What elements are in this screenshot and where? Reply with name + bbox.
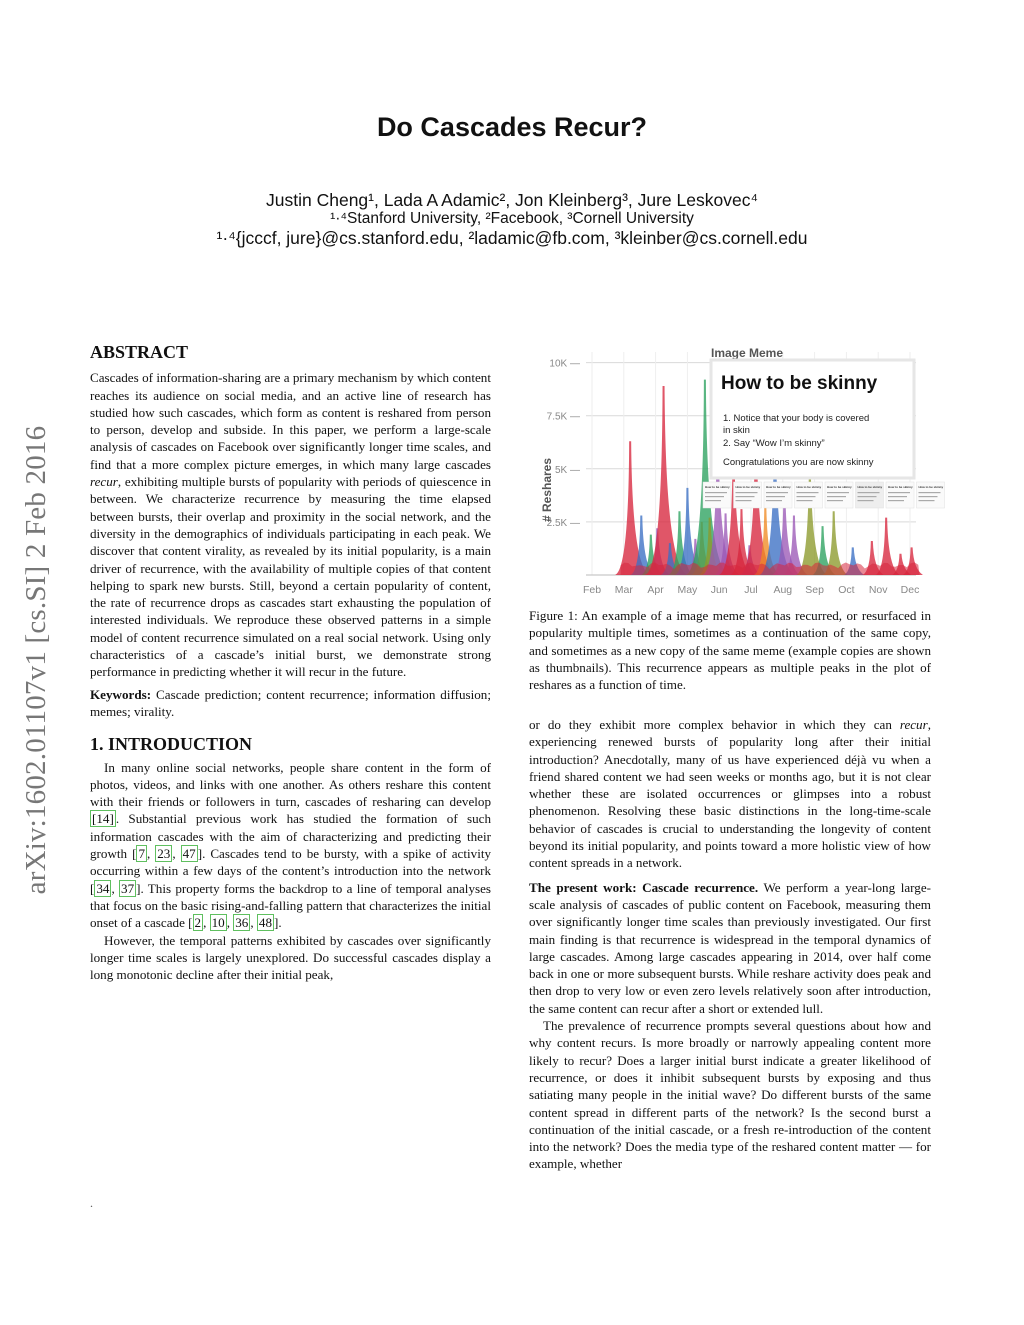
meme-thumbnail bbox=[886, 482, 914, 508]
citation-link[interactable]: 23 bbox=[157, 846, 171, 862]
meme-thumbnail-line bbox=[919, 492, 941, 493]
citation-link[interactable]: [14] bbox=[92, 811, 114, 827]
figure-1 bbox=[529, 342, 944, 602]
x-tick-label: Oct bbox=[838, 584, 855, 596]
meme-thumbnail-title: How to be skinny bbox=[827, 485, 852, 489]
meme-thumbnail bbox=[795, 482, 823, 508]
meme-line-1: 1. Notice that your body is covered bbox=[723, 413, 870, 424]
meme-thumbnail-line bbox=[797, 492, 819, 493]
meme-thumbnail-line bbox=[919, 500, 935, 501]
citation-link[interactable]: 37 bbox=[121, 880, 135, 896]
abstract-heading: ABSTRACT bbox=[90, 342, 189, 362]
x-tick-label: Mar bbox=[614, 584, 633, 596]
meme-thumbnail-line bbox=[888, 492, 910, 493]
meme-line-2: in skin bbox=[723, 425, 750, 436]
x-tick-label: Sep bbox=[805, 584, 824, 596]
chart-title: Image Meme bbox=[710, 346, 784, 360]
meme-thumbnail-line bbox=[705, 496, 724, 497]
footer-mark: . bbox=[90, 1196, 93, 1210]
reshares-chart bbox=[529, 342, 944, 602]
right-paragraph-1: or do they exhibit more complex behavior in which they can recur, experiencing renewed bursts of popularity long after their initial introduction? Anecdotally, many of us have experienced déjà vu when a friend shared content we had seen weeks or months ago, but it is not clear whether these are isolated occurrences or glimpses into a robust phenomenon. Resolving these basic distinctions in the long-time-scale behavior of cascades is crucial to understanding the longevity of content beyond its initial popularity, and points toward a more holistic view of how content spreads in a network. bbox=[529, 717, 931, 871]
meme-thumbnail-title: How to be skinny bbox=[918, 485, 944, 489]
meme-thumbnail-line bbox=[858, 492, 880, 493]
right-paragraph-3: The prevalence of recurrence prompts several questions about how and why content recurs. Is more broadly or narrowly appealing content more likely to recur? Does a larger initial burst indicate a greater likelihood of recurrence, or does it inhibit subsequent bursts by exposing and thus satiating many people in the initial wave? Do different bursts of the same content spread in different parts of the network? Is the second burst a continuation of the initial cascade, or a fresh re-introduction of the content into the network? Does the media type of the reshared content matter — for example, whether bbox=[529, 1018, 931, 1172]
meme-thumbnail-line bbox=[766, 496, 785, 497]
author-block bbox=[0, 190, 1024, 249]
meme-thumbnail-line bbox=[919, 496, 938, 497]
meme-thumbnail bbox=[856, 482, 884, 508]
y-tick-label: 2.5K — bbox=[546, 517, 580, 529]
intro-paragraph-2: However, the temporal patterns exhibited by cascades over significantly longer time scales is largely unexplored. Do successful cascades display a long monotonic decline after their initial peak, bbox=[90, 932, 491, 983]
y-tick-label: 10K — bbox=[549, 358, 580, 370]
meme-thumbnail bbox=[825, 482, 853, 508]
x-axis-ticks bbox=[583, 584, 919, 596]
x-tick-label: Feb bbox=[582, 584, 602, 596]
intro-paragraph-1: In many online social networks, people share content in the form of photos, videos, and links with one another. As others reshare this content with their friends or followers in turn, cascades of resharing can develop [14] . Substantial previous work has studied the formation of such information cascades with the aim of characterizing and predicting their growth [ 7 , 23 , 47 ]. Cascades tend to be bursty, with a spike of activity occurring within a few days of the content’s introduction into the network [ 34 , 37 ]. This property forms the backdrop to a line of temporal analyses that focus on the basic rising-and-falling pattern that characterizes the initial onset of a cascade [ 2 , 10 , 36 , 48 ]. bbox=[90, 759, 492, 931]
meme-thumbnail-line bbox=[705, 492, 727, 493]
meme-thumbnails bbox=[703, 482, 945, 508]
meme-title: How to be skinny bbox=[721, 373, 878, 394]
meme-thumbnail-title: How to be skinny bbox=[796, 485, 822, 489]
meme-thumbnail-line bbox=[797, 500, 813, 501]
arxiv-identifier: arXiv:1602.01107v1 [cs.SI] 2 Feb 2016 bbox=[20, 425, 52, 895]
meme-thumbnail-line bbox=[766, 500, 782, 501]
keywords: Keywords: Cascade prediction; content recurrence; information diffusion; memes; virality. bbox=[90, 686, 491, 719]
x-tick-label: Jul bbox=[744, 584, 758, 596]
x-tick-label: Dec bbox=[900, 584, 920, 596]
y-tick-label: 7.5K — bbox=[546, 411, 580, 423]
x-tick-label: Aug bbox=[773, 584, 793, 596]
meme-thumbnail-line bbox=[858, 500, 874, 501]
y-axis-label: # Reshares bbox=[540, 457, 554, 523]
meme-thumbnail-line bbox=[827, 500, 843, 501]
meme-thumbnail-line bbox=[888, 500, 904, 501]
citation-link[interactable]: 34 bbox=[96, 880, 110, 896]
right-paragraph-2: The present work: Cascade recurrence. We perform a year-long large-scale analysis of cascades of public content on Facebook, measuring them over significantly longer time scales than previously investigated. Our first main finding is that recurrence is widespread in the temporal dynamics of large cascades. Among large cascades appearing in 2014, over half come back in one or more subsequent bursts. While reshare activity does peak and then drop to very low or even zero levels relatively soon after introduction, the same content can recur after a short or extended lull. bbox=[529, 879, 931, 1016]
meme-thumbnail-line bbox=[736, 496, 755, 497]
meme-line-3: 2. Say “Wow I’m skinny” bbox=[723, 438, 825, 449]
meme-thumbnail-line bbox=[736, 500, 752, 501]
meme-thumbnail-line bbox=[827, 496, 846, 497]
author-names: Justin Cheng¹, Lada A Adamic², Jon Kleinberg³, Jure Leskovec⁴ bbox=[266, 190, 758, 210]
meme-thumbnail bbox=[917, 482, 945, 508]
left-column bbox=[90, 344, 491, 983]
meme-line-4: Congratulations you are now skinny bbox=[723, 457, 874, 468]
figure-caption: Figure 1: An example of a image meme that has recurred, or resurfaced in popularity multiple times, sometimes as a continuation of the same copy, and sometimes as a new copy of the same meme (example copies are shown as thumbnails). This recurrence appears as multiple peaks in the plot of reshares as a function of time. bbox=[529, 608, 931, 693]
citation-link[interactable]: 2 bbox=[194, 915, 202, 931]
right-column bbox=[529, 716, 931, 1173]
citation-link[interactable]: 47 bbox=[182, 846, 196, 862]
meme-thumbnail-title: How to be skinny bbox=[705, 485, 730, 489]
abstract-text: Cascades of information-sharing are a primary mechanism by which content reaches its audience on social media, and an active line of research has studied how such cascades, which form as content is reshared from person to person, develop and subside. In this paper, we perform a large-scale analysis of cascades on Facebook over significantly longer time scales, and find that a more complex picture emerges, in which many large cascades recur, exhibiting multiple bursts of popularity with periods of quiescence in between. We characterize recurrence by measuring the time elapsed between bursts, their overlap and proximity in the social network, and the diversity in the demographics of individuals participating in each peak. We discover that content virality, as revealed by its initial popularity, is a main driver of recurrence, with the availability of multiple copies of that content helping to spark new bursts. Still, beyond a certain popularity of content, the rate of recurrence drops as cascades start exhausting the population of interested individuals. We reproduce these observed patterns in a simple model of content recurrence simulated on a real social network. Using only characteristics of a cascade’s initial burst, we demonstrate strong performance in predicting whether it will recur in the future. bbox=[90, 370, 491, 680]
citation-link[interactable]: 48 bbox=[258, 915, 272, 931]
meme-thumbnail-title: How to be skinny bbox=[766, 485, 791, 489]
meme-thumbnail-title: How to be skinny bbox=[735, 485, 761, 489]
x-tick-label: May bbox=[677, 584, 698, 596]
meme-thumbnail-title: How to be skinny bbox=[857, 485, 883, 489]
paper-title: Do Cascades Recur? bbox=[376, 112, 648, 142]
author-emails: ¹·⁴{jcccf, jure}@cs.stanford.edu, ²ladamic@fb.com, ³kleinber@cs.cornell.edu bbox=[216, 228, 808, 248]
x-tick-label: Nov bbox=[868, 584, 888, 596]
author-affiliations: ¹·⁴Stanford University, ²Facebook, ³Cornell University bbox=[330, 210, 694, 227]
meme-thumbnail-line bbox=[766, 492, 788, 493]
meme-thumbnail bbox=[703, 482, 731, 508]
citation-link[interactable]: 7 bbox=[138, 846, 145, 862]
citation-link[interactable]: 36 bbox=[235, 915, 249, 931]
meme-thumbnail-line bbox=[888, 496, 907, 497]
x-tick-label: Apr bbox=[647, 584, 664, 596]
meme-thumbnail bbox=[734, 482, 762, 508]
introduction-heading: 1. INTRODUCTION bbox=[90, 734, 253, 755]
meme-thumbnail bbox=[764, 482, 792, 508]
citation-link[interactable]: 10 bbox=[211, 915, 225, 931]
meme-thumbnail-title: How to be skinny bbox=[888, 485, 913, 489]
x-tick-label: Jun bbox=[710, 584, 728, 596]
meme-thumbnail-line bbox=[827, 492, 849, 493]
meme-thumbnail-line bbox=[858, 496, 877, 497]
meme-thumbnail-line bbox=[797, 496, 816, 497]
y-tick-label: 5K — bbox=[554, 464, 580, 476]
meme-thumbnail-line bbox=[736, 492, 758, 493]
meme-thumbnail-line bbox=[705, 500, 721, 501]
